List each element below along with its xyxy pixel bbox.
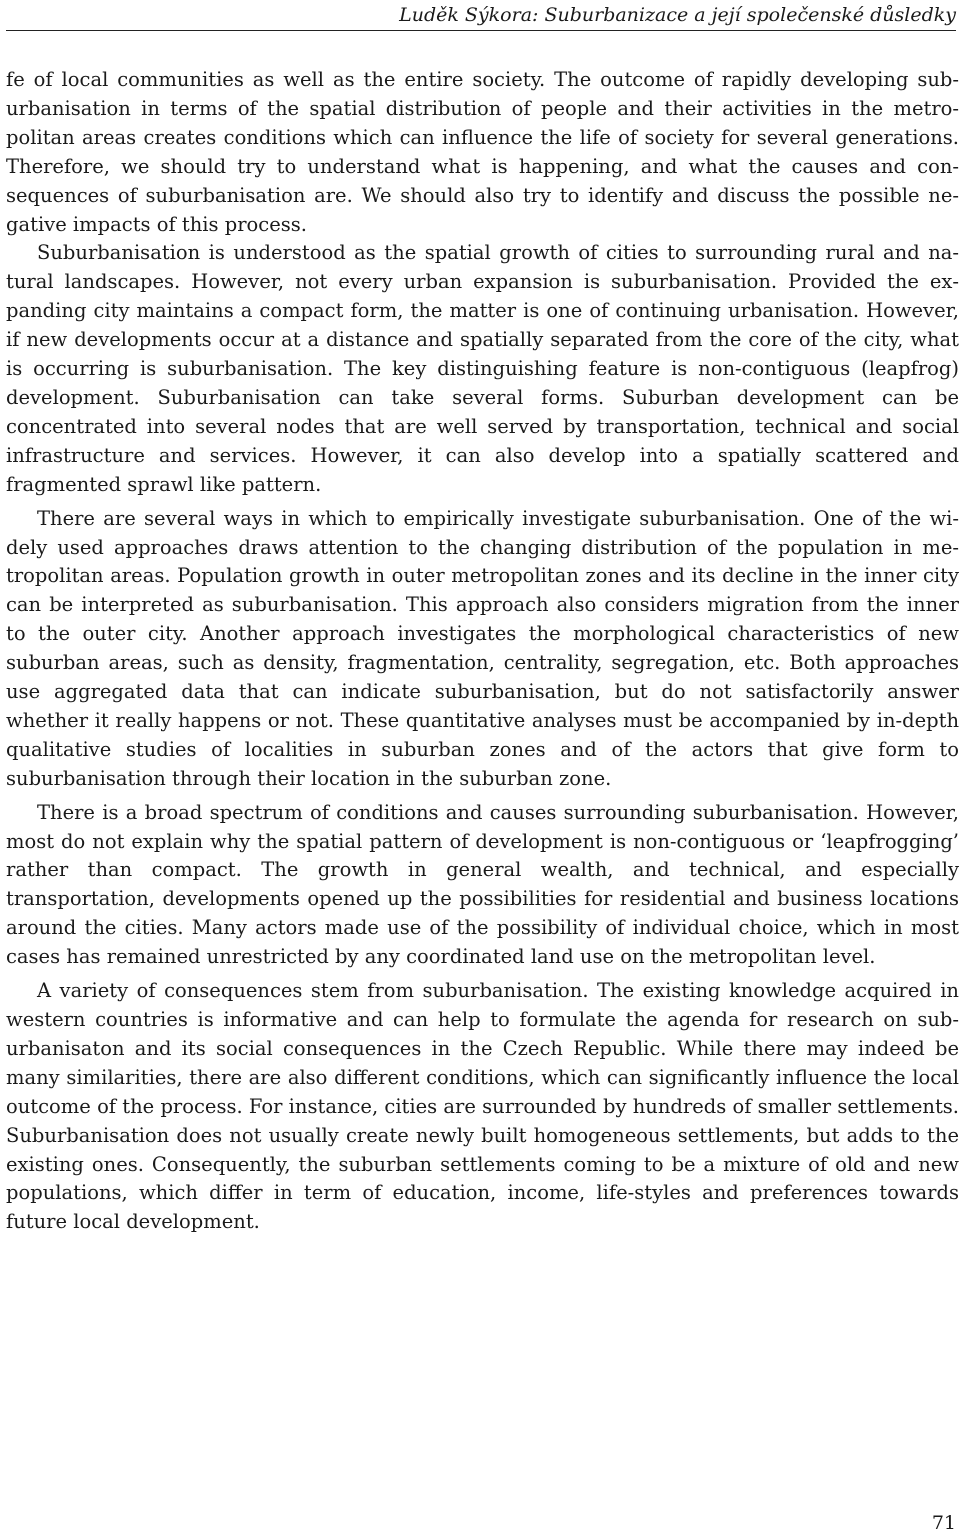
paragraph: fe of local communities as well as the entire society. The outcome of rapidly developing suburbanisation in terms of the spatial distribution of people and their activities in the metropolitan areas creates conditions which can influence the life of society for several generations. Therefore, we should try to understand what is happening, and what the causes and consequences of suburbanisation are. We should also try to identify and discuss the possible negative impacts of this process. — [6, 68, 959, 236]
paragraph: There are several ways in which to empirically investigate suburbanisation. One of the widely used approaches draws attention to the changing distribution of the population in metropolitan areas. Population growth in outer metropolitan zones and its decline in the inner city can be interpreted as suburbanisation. This approach also considers migration from the inner to the outer city. Another approach investigates the morphological characteristics of new suburban areas, such as density, fragmentation, centrality, segregation, etc. Both approaches use aggregated data that can indicate suburbanisation, but do not satisfactorily answer whether it really happens or not. These quantitative analyses must be accompanied by in-depth qualitative studies of localities in suburban zones and of the actors that give form to suburbanisation through their location in the suburban zone. — [6, 506, 959, 790]
running-title: Luděk Sýkora: Suburbanizace a její společenské důsledky — [399, 4, 956, 26]
page-number: 71 — [931, 1512, 956, 1534]
paragraph: Suburbanisation is understood as the spatial growth of cities to surrounding rural and natural landscapes. However, not every urban expansion is suburbanisation. Provided the expanding city maintains a compact form, the matter is one of continuing urbanisation. However, if new developments occur at a distance and spatially separated from the core of the city, what is occurring is suburbanisation. The key distinguishing feature is non-contiguous (leapfrog) development. Suburbanisation can take several forms. Suburban development can be concentrated into several nodes that are well served by transportation, technical and social infrastructure and services. However, it can also develop into a spatially scattered and fragmented sprawl like pattern. — [6, 241, 959, 496]
paragraph: There is a broad spectrum of conditions and causes surrounding suburbanisation. However, most do not explain why the spatial pattern of development is non-contiguous or ‘leapfrogging’ rather than compact. The growth in general wealth, and technical, and especially transportation, developments opened up the possibilities for residential and business locations around the cities. Many actors made use of the possibility of individual choice, which in most cases has remained unrestricted by any coordinated land use on the metropolitan level. — [6, 800, 959, 969]
article-body — [6, 66, 959, 1237]
paragraph: A variety of consequences stem from suburbanisation. The existing knowledge acquired in western countries is informative and can help to formulate the agenda for research on suburbanisaton and its social consequences in the Czech Republic. While there may indeed be many similarities, there are also different conditions, which can significantly influence the local outcome of the process. For instance, cities are surrounded by hundreds of smaller settlements. Suburbanisation does not usually create newly built homogeneous settlements, but adds to the existing ones. Consequently, the suburban settlements coming to be a mixture of old and new populations, which differ in term of education, income, life-styles and preferences towards future local development. — [6, 979, 959, 1234]
running-header — [6, 2, 956, 31]
